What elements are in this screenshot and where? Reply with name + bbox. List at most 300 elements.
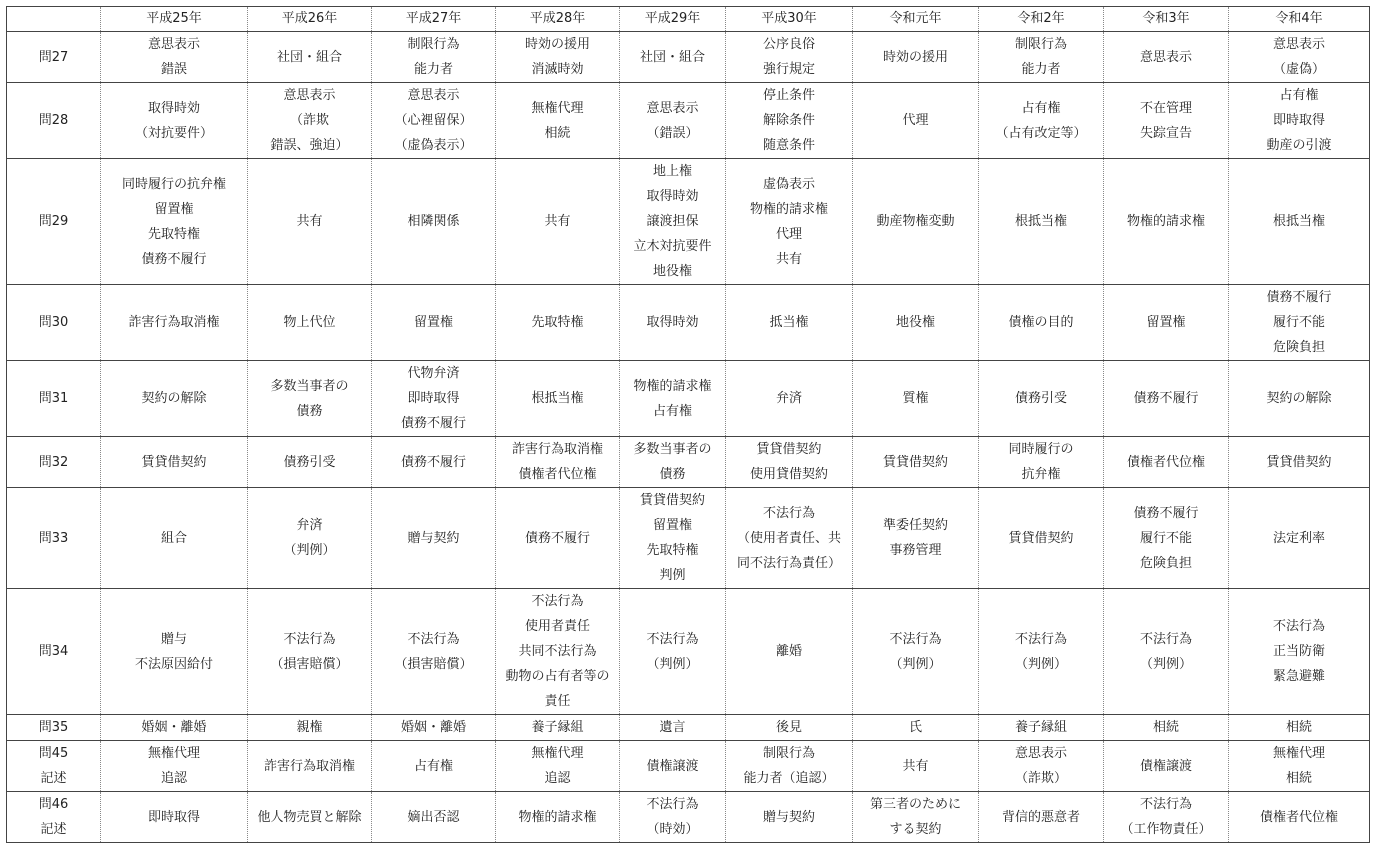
topic-cell <box>496 159 620 285</box>
topic-cell <box>248 715 372 741</box>
cell-line: 社団・組合 <box>639 49 705 65</box>
topic-cell <box>101 715 248 741</box>
topic-cell <box>979 715 1104 741</box>
cell-line: 制限行為 <box>407 37 460 52</box>
cell-line: （損害賠償） <box>394 656 473 672</box>
cell-line: 記述 <box>40 771 67 786</box>
topic-cell <box>726 285 853 361</box>
cell-line: 地役権 <box>652 264 692 279</box>
year-header: 令和3年 <box>1104 7 1229 32</box>
table-row <box>7 285 1370 361</box>
question-label <box>7 437 101 488</box>
cell-line: 占有権 <box>1279 88 1319 103</box>
topic-cell <box>620 715 726 741</box>
cell-line: 共有 <box>775 251 802 267</box>
topic-cell <box>1229 83 1370 159</box>
topic-cell <box>1104 715 1229 741</box>
cell-line: 立木対抗要件 <box>633 239 712 254</box>
cell-line: 制限行為 <box>762 746 815 761</box>
cell-line: 動産物権変動 <box>876 214 955 229</box>
cell-line: 時効の援用 <box>882 49 948 65</box>
year-header: 令和元年 <box>853 7 979 32</box>
topic-cell <box>979 159 1104 285</box>
cell-line: 抗弁権 <box>1021 467 1061 482</box>
topic-cell <box>496 488 620 589</box>
topic-cell <box>248 437 372 488</box>
topic-cell <box>1229 32 1370 83</box>
cell-line: 債務不履行 <box>1133 391 1199 406</box>
cell-line: （虚偽表示） <box>394 138 473 153</box>
cell-line: 債務不履行 <box>1133 505 1199 521</box>
topic-cell <box>101 83 248 159</box>
cell-line: 即時取得 <box>1272 113 1325 128</box>
topic-cell <box>620 32 726 83</box>
cell-line: 追認 <box>544 771 571 786</box>
cell-line: 即時取得 <box>407 391 460 406</box>
cell-line: 留置権 <box>1146 315 1186 330</box>
topic-cell <box>1104 285 1229 361</box>
topic-cell <box>1104 589 1229 715</box>
year-header: 平成27年 <box>372 7 496 32</box>
topic-cell <box>248 792 372 843</box>
cell-line: 不在管理 <box>1139 100 1192 116</box>
cell-line: 不法行為 <box>531 594 584 609</box>
table-row <box>7 159 1370 285</box>
topic-cell <box>1229 437 1370 488</box>
topic-cell <box>853 437 979 488</box>
cell-line: 賃貸借契約 <box>141 454 207 470</box>
cell-line: （時効） <box>646 822 699 837</box>
cell-line: 無権代理 <box>531 746 584 761</box>
cell-line: 契約の解除 <box>141 391 207 406</box>
cell-line: 準委任契約 <box>882 518 948 533</box>
topic-cell <box>496 32 620 83</box>
cell-line: 失踪宣告 <box>1139 125 1192 141</box>
cell-line: （判例） <box>1139 656 1192 672</box>
topic-cell <box>979 83 1104 159</box>
cell-line: 氏 <box>908 720 922 735</box>
cell-line: 賃貸借契約 <box>882 454 948 470</box>
question-label <box>7 488 101 589</box>
topic-cell <box>496 83 620 159</box>
cell-line: 債権者代位権 <box>1259 809 1338 825</box>
cell-line: 正当防衛 <box>1272 644 1325 659</box>
cell-line: 記述 <box>40 822 67 837</box>
cell-line: 先取特権 <box>531 315 584 330</box>
cell-line: 不法行為 <box>283 631 336 647</box>
cell-line: 不法行為 <box>407 631 460 647</box>
topic-cell <box>248 361 372 437</box>
year-header: 平成28年 <box>496 7 620 32</box>
topic-cell <box>726 792 853 843</box>
cell-line: 随意条件 <box>762 138 815 153</box>
cell-line: 同時履行の抗弁権 <box>121 176 226 192</box>
topic-cell <box>248 589 372 715</box>
header-row <box>7 7 1370 32</box>
cell-line: 意思表示 <box>646 100 699 116</box>
topic-cell <box>372 32 496 83</box>
question-label <box>7 792 101 843</box>
table-row <box>7 361 1370 437</box>
cell-line: 不法行為 <box>889 631 942 647</box>
question-label <box>7 83 101 159</box>
topic-cell <box>1229 488 1370 589</box>
cell-line: 無権代理 <box>147 746 200 761</box>
cell-line: 離婚 <box>775 644 802 659</box>
cell-line: 共有 <box>544 214 571 229</box>
topic-cell <box>248 285 372 361</box>
topic-cell <box>496 361 620 437</box>
cell-line: 意思表示 <box>1272 37 1325 52</box>
question-label <box>7 285 101 361</box>
cell-line: 不法行為 <box>762 505 815 521</box>
cell-line: 問45 <box>38 746 69 761</box>
question-label <box>7 715 101 741</box>
cell-line: （使用者責任、共 <box>736 530 841 546</box>
cell-line: 追認 <box>160 771 187 786</box>
cell-line: 不法行為 <box>1139 797 1192 812</box>
cell-line: 債権譲渡 <box>1139 758 1192 774</box>
topic-cell <box>496 792 620 843</box>
cell-line: 養子縁組 <box>531 720 584 735</box>
cell-line: （工作物責任） <box>1120 822 1212 837</box>
topic-cell <box>979 437 1104 488</box>
cell-line: （判例） <box>646 656 699 672</box>
topic-cell <box>979 285 1104 361</box>
cell-line: 共有 <box>296 214 323 229</box>
cell-line: 虚偽表示 <box>762 176 815 192</box>
cell-line: 履行不能 <box>1272 315 1325 330</box>
table-row <box>7 741 1370 792</box>
cell-line: 取得時効 <box>147 100 200 116</box>
cell-line: 責任 <box>544 694 571 709</box>
topic-cell <box>1229 715 1370 741</box>
cell-line: 他人物売買と解除 <box>257 809 362 825</box>
cell-line: 取得時効 <box>646 315 699 330</box>
cell-line: 使用者責任 <box>524 619 590 634</box>
cell-line: 相続 <box>1152 720 1179 735</box>
cell-line: 問30 <box>38 315 69 330</box>
cell-line: 錯誤 <box>160 62 187 77</box>
topic-cell <box>1104 32 1229 83</box>
cell-line: 先取特権 <box>646 543 699 558</box>
table-row <box>7 83 1370 159</box>
cell-line: 占有権 <box>652 403 692 419</box>
cell-line: （判例） <box>283 543 336 558</box>
cell-line: 能力者（追認） <box>743 771 835 786</box>
topic-cell <box>726 589 853 715</box>
cell-line: 詐害行為取消権 <box>511 442 603 457</box>
cell-line: 債務不履行 <box>1266 290 1332 305</box>
topic-cell <box>726 437 853 488</box>
topic-cell <box>726 32 853 83</box>
cell-line: 弁済 <box>296 518 323 533</box>
topic-cell <box>496 437 620 488</box>
topic-cell <box>853 488 979 589</box>
cell-line: （詐欺 <box>289 113 329 128</box>
cell-line: 履行不能 <box>1139 530 1192 546</box>
cell-line: 嫡出否認 <box>407 809 460 825</box>
cell-line: 遺言 <box>659 720 686 735</box>
cell-line: 法定利率 <box>1272 530 1325 546</box>
cell-line: 債務不履行 <box>141 251 207 267</box>
cell-line: 賃貸借契約 <box>1008 530 1074 546</box>
cell-line: 問34 <box>38 644 69 659</box>
topic-cell <box>101 285 248 361</box>
question-label <box>7 741 101 792</box>
topic-cell <box>853 589 979 715</box>
cell-line: 社団・組合 <box>276 49 342 65</box>
cell-line: 強行規定 <box>762 62 815 77</box>
cell-line: 物上代位 <box>283 315 336 330</box>
topic-cell <box>101 589 248 715</box>
topic-cell <box>101 488 248 589</box>
question-label <box>7 32 101 83</box>
cell-line: 問27 <box>38 49 69 65</box>
cell-line: 債権者代位権 <box>518 467 597 482</box>
topic-cell <box>101 792 248 843</box>
cell-line: 問31 <box>38 391 69 406</box>
topic-cell <box>372 589 496 715</box>
topic-cell <box>726 83 853 159</box>
cell-line: 債権の目的 <box>1008 315 1074 330</box>
cell-line: 物権的請求権 <box>749 201 828 217</box>
cell-line: 無権代理 <box>531 100 584 116</box>
cell-line: 取得時効 <box>646 189 699 204</box>
topic-cell <box>620 285 726 361</box>
topic-cell <box>248 488 372 589</box>
cell-line: 贈与契約 <box>762 809 815 825</box>
cell-line: 背信的悪意者 <box>1001 809 1080 825</box>
cell-line: 弁済 <box>775 391 802 406</box>
topic-cell <box>101 437 248 488</box>
cell-line: 契約の解除 <box>1266 391 1332 406</box>
cell-line: 意思表示 <box>1014 746 1067 761</box>
year-header: 平成30年 <box>726 7 853 32</box>
cell-line: 賃貸借契約 <box>1266 454 1332 470</box>
year-header: 令和4年 <box>1229 7 1370 32</box>
cell-line: 能力者 <box>413 62 453 77</box>
cell-line: 組合 <box>160 530 187 546</box>
cell-line: 債務 <box>659 467 686 482</box>
cell-line: 賃貸借契約 <box>639 493 705 508</box>
cell-line: 留置権 <box>154 201 194 217</box>
cell-line: 問29 <box>38 214 69 229</box>
year-header: 平成29年 <box>620 7 726 32</box>
topic-cell <box>496 715 620 741</box>
topic-cell <box>853 285 979 361</box>
topic-cell <box>496 741 620 792</box>
cell-line: 占有権 <box>1021 100 1061 116</box>
cell-line: 制限行為 <box>1014 37 1067 52</box>
cell-line: 譲渡担保 <box>646 214 699 229</box>
cell-line: 代物弁済 <box>407 366 460 381</box>
cell-line: 多数当事者の <box>270 378 349 394</box>
topic-cell <box>620 488 726 589</box>
cell-line: 債務不履行 <box>524 530 590 546</box>
topic-cell <box>620 792 726 843</box>
cell-line: （詐欺） <box>1014 771 1067 786</box>
topic-cell <box>979 741 1104 792</box>
cell-line: 事務管理 <box>889 543 942 558</box>
topic-cell <box>620 589 726 715</box>
topic-cell <box>853 715 979 741</box>
cell-line: 債務不履行 <box>400 416 466 431</box>
topic-cell <box>620 83 726 159</box>
cell-line: 公序良俗 <box>762 37 815 52</box>
topic-cell <box>726 361 853 437</box>
table-row <box>7 715 1370 741</box>
topic-cell <box>496 285 620 361</box>
cell-line: 意思表示 <box>283 88 336 103</box>
topic-cell <box>853 159 979 285</box>
cell-line: （判例） <box>1014 656 1067 672</box>
cell-line: 先取特権 <box>147 226 200 242</box>
cell-line: 代理 <box>902 113 929 128</box>
cell-line: 同時履行の <box>1008 442 1074 457</box>
topic-cell <box>101 159 248 285</box>
cell-line: 不法原因給付 <box>134 656 213 672</box>
cell-line: 相続 <box>1285 771 1312 786</box>
topic-cell <box>726 159 853 285</box>
topic-cell <box>101 741 248 792</box>
cell-line: 問33 <box>38 530 69 546</box>
cell-line: 不法行為 <box>646 797 699 812</box>
cell-line: 危険負担 <box>1272 340 1325 355</box>
topic-cell <box>101 361 248 437</box>
cell-line: 問32 <box>38 454 69 470</box>
question-label <box>7 361 101 437</box>
cell-line: 養子縁組 <box>1014 720 1067 735</box>
cell-line: 後見 <box>775 720 802 735</box>
cell-line: 婚姻・離婚 <box>400 720 466 735</box>
topic-cell <box>1229 159 1370 285</box>
cell-line: 共有 <box>902 758 929 774</box>
topic-cell <box>620 437 726 488</box>
topic-cell <box>1229 361 1370 437</box>
topic-cell <box>620 361 726 437</box>
cell-line: 物権的請求権 <box>518 809 597 825</box>
topic-cell <box>853 32 979 83</box>
cell-line: 能力者 <box>1021 62 1061 77</box>
topic-cell <box>620 159 726 285</box>
cell-line: 不法行為 <box>1139 631 1192 647</box>
cell-line: 不法行為 <box>1272 619 1325 634</box>
cell-line: 同不法行為責任） <box>736 555 841 571</box>
topic-cell <box>372 361 496 437</box>
topic-cell <box>1229 589 1370 715</box>
cell-line: 相隣関係 <box>407 214 460 229</box>
cell-line: 留置権 <box>413 315 453 330</box>
cell-line: 不法行為 <box>1014 631 1067 647</box>
cell-line: （占有改定等） <box>995 125 1087 141</box>
cell-line: （対抗要件） <box>134 125 213 141</box>
table-row <box>7 792 1370 843</box>
cell-line: 根抵当権 <box>1014 214 1067 229</box>
topic-cell <box>979 361 1104 437</box>
cell-line: 占有権 <box>413 758 453 774</box>
topic-cell <box>1104 159 1229 285</box>
cell-line: 債権者代位権 <box>1126 454 1205 470</box>
cell-line: 地役権 <box>895 315 935 330</box>
table-row <box>7 32 1370 83</box>
cell-line: 意思表示 <box>407 88 460 103</box>
cell-line: 贈与 <box>160 631 187 647</box>
table-row <box>7 437 1370 488</box>
topic-cell <box>248 741 372 792</box>
cell-line: 緊急避難 <box>1272 669 1325 684</box>
cell-line: 物権的請求権 <box>633 378 712 394</box>
cell-line: 問28 <box>38 113 69 128</box>
cell-line: （損害賠償） <box>270 656 349 672</box>
topic-cell <box>101 32 248 83</box>
question-label <box>7 159 101 285</box>
topic-cell <box>1229 285 1370 361</box>
topic-cell <box>372 715 496 741</box>
topic-cell <box>372 488 496 589</box>
cell-line: 地上権 <box>652 164 692 179</box>
topic-cell <box>1104 437 1229 488</box>
cell-line: 婚姻・離婚 <box>141 720 207 735</box>
cell-line: 無権代理 <box>1272 746 1325 761</box>
table-row <box>7 488 1370 589</box>
cell-line: 即時取得 <box>147 809 200 825</box>
cell-line: 債務引受 <box>283 454 336 470</box>
topic-cell <box>248 83 372 159</box>
cell-line: 代理 <box>775 226 802 242</box>
cell-line: （判例） <box>889 656 942 672</box>
topic-cell <box>853 83 979 159</box>
cell-line: 時効の援用 <box>524 37 590 52</box>
question-label <box>7 589 101 715</box>
cell-line: 抵当権 <box>769 315 809 330</box>
civil-law-topics-table <box>6 6 1370 843</box>
cell-line: 不法行為 <box>646 631 699 647</box>
topic-cell <box>1104 488 1229 589</box>
cell-line: 根抵当権 <box>1272 214 1325 229</box>
cell-line: （錯誤） <box>646 125 699 141</box>
cell-line: 消滅時効 <box>531 62 584 77</box>
topic-cell <box>372 83 496 159</box>
topic-cell <box>1229 741 1370 792</box>
topic-cell <box>1104 361 1229 437</box>
cell-line: する契約 <box>889 822 942 837</box>
cell-line: 第三者のために <box>869 797 961 812</box>
topic-cell <box>726 488 853 589</box>
cell-line: 多数当事者の <box>633 442 712 457</box>
topic-cell <box>853 792 979 843</box>
cell-line: 親権 <box>296 720 323 735</box>
topic-cell <box>248 32 372 83</box>
cell-line: 物権的請求権 <box>1126 214 1205 229</box>
topic-cell <box>372 792 496 843</box>
cell-line: 債務不履行 <box>400 454 466 470</box>
year-header: 平成25年 <box>101 7 248 32</box>
cell-line: 問46 <box>38 797 69 812</box>
cell-line: 意思表示 <box>1139 49 1192 65</box>
cell-line: 贈与契約 <box>407 530 460 546</box>
cell-line: 共同不法行為 <box>518 644 597 659</box>
cell-line: 解除条件 <box>762 113 815 128</box>
cell-line: （心裡留保） <box>394 113 473 128</box>
topic-cell <box>726 741 853 792</box>
cell-line: 詐害行為取消権 <box>128 315 220 330</box>
cell-line: 債務 <box>296 403 323 419</box>
cell-line: 債権譲渡 <box>646 758 699 774</box>
topic-cell <box>979 488 1104 589</box>
cell-line: 質権 <box>902 391 929 406</box>
topic-cell <box>1104 741 1229 792</box>
